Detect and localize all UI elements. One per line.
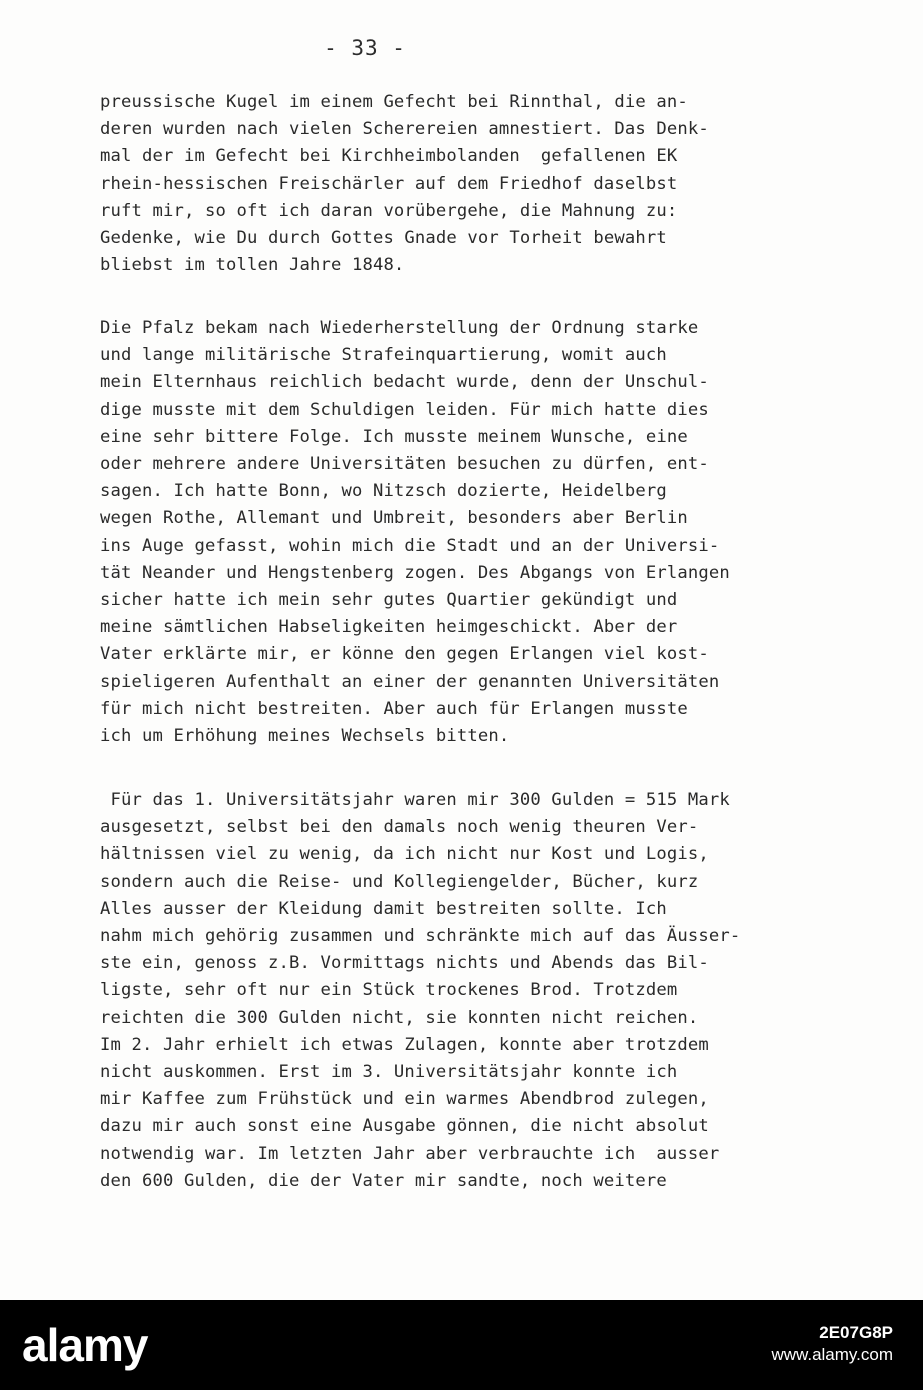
text-line: Im 2. Jahr erhielt ich etwas Zulagen, konnte aber trotzdem: [100, 1034, 709, 1055]
text-line: spieligeren Aufenthalt an einer der genannten Universitäten: [100, 671, 720, 692]
text-line: den 600 Gulden, die der Vater mir sandte, noch weitere: [100, 1170, 667, 1191]
paragraph-3: [100, 787, 740, 1195]
text-line: Alles ausser der Kleidung damit bestreiten sollte. Ich: [100, 898, 667, 919]
text-line: nahm mich gehörig zusammen und schränkte mich auf das Äusser-: [100, 926, 741, 947]
text-line: ste ein, genoss z.B. Vormittags nichts und Abends das Bil-: [100, 953, 709, 974]
text-line: ins Auge gefasst, wohin mich die Stadt und an der Universi-: [100, 535, 720, 556]
text-line: Für das 1. Universitätsjahr waren mir 300 Gulden = 515 Mark: [100, 790, 730, 810]
text-line: mein Elternhaus reichlich bedacht wurde, denn der Unschul-: [100, 372, 709, 393]
text-line: meine sämtlichen Habseligkeiten heimgeschickt. Aber der: [100, 617, 678, 638]
text-line: oder mehrere andere Universitäten besuchen zu dürfen, ent-: [100, 454, 709, 475]
text-line: ruft mir, so oft ich daran vorübergehe, die Mahnung zu:: [100, 200, 678, 221]
text-line: deren wurden nach vielen Scherereien amnestiert. Das Denk-: [100, 119, 709, 140]
text-line: Die Pfalz bekam nach Wiederherstellung der Ordnung starke: [100, 318, 699, 338]
text-line: sicher hatte ich mein sehr gutes Quartier gekündigt und: [100, 590, 678, 611]
paragraph-1: [100, 89, 709, 279]
text-line: für mich nicht bestreiten. Aber auch für Erlangen musste: [100, 698, 688, 719]
text-line: reichten die 300 Gulden nicht, sie konnten nicht reichen.: [100, 1007, 699, 1028]
footer-meta: [771, 1322, 893, 1366]
text-line: eine sehr bittere Folge. Ich musste meinem Wunsche, eine: [100, 426, 688, 447]
text-line: nicht auskommen. Erst im 3. Universitätsjahr konnte ich: [100, 1062, 678, 1083]
text-line: ich um Erhöhung meines Wechsels bitten.: [100, 726, 510, 747]
text-line: Gedenke, wie Du durch Gottes Gnade vor Torheit bewahrt: [100, 228, 667, 249]
text-line: sagen. Ich hatte Bonn, wo Nitzsch dozierte, Heidelberg: [100, 481, 667, 502]
text-line: mal der im Gefecht bei Kirchheimbolanden gefallenen EK: [100, 146, 678, 167]
text-line: bliebst im tollen Jahre 1848.: [100, 255, 405, 276]
text-line: tät Neander und Hengstenberg zogen. Des Abgangs von Erlangen: [100, 562, 730, 583]
footer-url: www.alamy.com: [771, 1345, 893, 1364]
text-line: hältnissen viel zu wenig, da ich nicht nur Kost und Logis,: [100, 844, 709, 865]
text-line: dazu mir auch sonst eine Ausgabe gönnen, die nicht absolut: [100, 1116, 709, 1137]
page-number: - 33 -: [324, 36, 406, 60]
alamy-logo: alamy: [22, 1319, 148, 1371]
watermark-footer-bar: [0, 1300, 923, 1390]
paragraph-2: [100, 315, 730, 750]
text-line: ligste, sehr oft nur ein Stück trockenes Brod. Trotzdem: [100, 980, 678, 1001]
text-line: wegen Rothe, Allemant und Umbreit, besonders aber Berlin: [100, 508, 688, 529]
text-line: rhein-hessischen Freischärler auf dem Friedhof daselbst: [100, 173, 678, 194]
text-line: und lange militärische Strafeinquartierung, womit auch: [100, 345, 667, 366]
text-line: preussische Kugel im einem Gefecht bei Rinnthal, die an-: [100, 92, 688, 112]
text-line: notwendig war. Im letzten Jahr aber verbrauchte ich ausser: [100, 1143, 720, 1164]
image-id: 2E07G8P: [819, 1323, 893, 1342]
text-line: sondern auch die Reise- und Kollegiengelder, Bücher, kurz: [100, 871, 699, 892]
text-line: Vater erklärte mir, er könne den gegen Erlangen viel kost-: [100, 644, 709, 665]
text-line: dige musste mit dem Schuldigen leiden. Für mich hatte dies: [100, 399, 709, 420]
text-line: mir Kaffee zum Frühstück und ein warmes Abendbrod zulegen,: [100, 1089, 709, 1110]
text-line: ausgesetzt, selbst bei den damals noch wenig theuren Ver-: [100, 817, 699, 838]
